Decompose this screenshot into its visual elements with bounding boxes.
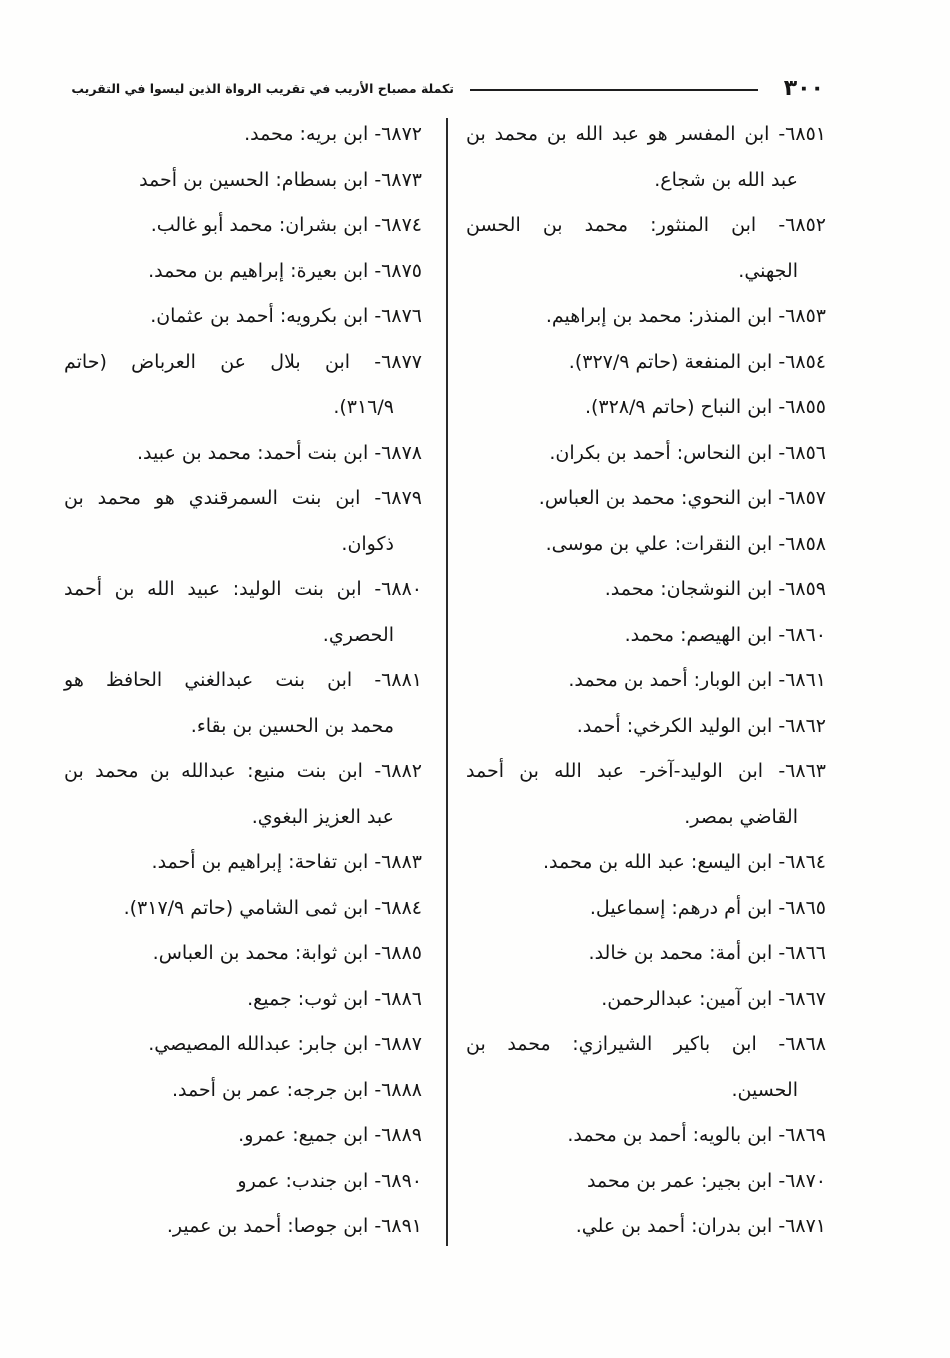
entry-number: ٦٨٧٤- [374,214,422,236]
entry-first-line [466,613,826,659]
entry-first-line [64,1159,422,1205]
entry-text: ابن المفسر هو عبد الله بن محمد بن [466,123,770,145]
entry-6860 [466,613,826,659]
entry-6852 [466,203,826,294]
entry-text: ابن بدران: أحمد بن علي. [575,1215,773,1237]
entry-first-line [466,658,826,704]
entry-first-line [466,977,826,1023]
entry-text: ابن بنت أحمد: محمد بن عبيد. [137,441,369,464]
entry-number: ٦٨٨٤- [374,896,422,919]
entry-first-line [64,840,422,886]
entry-first-line [466,931,826,977]
entry-6889 [64,1113,422,1159]
running-title: تكملة مصباح الأريب في تقريب الرواة الذين ليسوا في التقريب [71,81,454,96]
entry-first-line [64,340,422,386]
entry-6858 [466,522,826,568]
entry-6869 [466,1113,826,1159]
header-rule [470,89,758,91]
entry-text: ابن بشران: محمد أبو غالب. [150,214,369,236]
entry-first-line [466,385,826,431]
entry-text: ابن النوشجان: محمد. [604,578,773,600]
entry-6881 [64,658,422,749]
entry-6872 [64,112,422,158]
entry-first-line [466,203,826,249]
entry-number: ٦٨٥٦- [778,441,826,464]
entry-text: ابن الوليد الكرخي: أحمد. [576,714,773,737]
entry-6861 [466,658,826,704]
entry-text: ابن تفاحة: إبراهيم بن أحمد. [151,851,369,873]
entry-text: ابن ثمى الشامي (حاتم ٣١٧/٩). [123,896,369,919]
entry-number: ٦٨٨٥- [374,942,422,964]
entry-6857 [466,476,826,522]
entry-continuation: الحسين. [731,1078,798,1101]
entry-continuation: الحصري. [322,623,394,646]
entry-6853 [466,294,826,340]
entry-number: ٦٨٥٥- [778,396,826,418]
entry-text: ابن بنت الوليد: عبيد الله بن أحمد [64,578,362,600]
entry-number: ٦٨٥٤- [778,350,826,373]
entry-6870 [466,1159,826,1205]
entry-6867 [466,977,826,1023]
entry-continuation: ٣١٦/٩). [333,396,394,418]
entry-text: ابن بريه: محمد. [244,123,369,145]
right-column [466,112,826,1250]
entry-number: ٦٨٥٨- [778,532,826,555]
entry-6887 [64,1022,422,1068]
entry-first-line [64,886,422,932]
entry-6851 [466,112,826,203]
entry-first-line [466,476,826,522]
entry-first-line [466,840,826,886]
entry-number: ٦٨٥٧- [778,487,826,509]
entry-text: ابن النقرات: علي بن موسى. [545,532,773,555]
entry-first-line [466,431,826,477]
entry-number: ٦٨٦٩- [778,1124,826,1146]
entry-first-line [466,567,826,613]
entry-text: ابن الوبار: أحمد بن محمد. [568,669,773,691]
entry-number: ٦٨٧١- [778,1215,826,1237]
entry-6878 [64,431,422,477]
entry-number: ٦٨٧٦- [374,305,422,327]
entry-first-line [466,1159,826,1205]
entry-number: ٦٨٦٠- [778,623,826,646]
page-number: ٣٠٠ [783,76,824,101]
entry-first-line [64,1113,422,1159]
entry-text: ابن جرجه: عمر بن أحمد. [171,1078,369,1101]
entry-first-line [466,340,826,386]
column-divider [446,118,448,1246]
entry-number: ٦٨٥٣- [778,305,826,327]
entry-continuation: ذكوان. [341,532,394,555]
entry-text: ابن اليسع: عبد الله بن محمد. [542,851,773,873]
entry-first-line [64,294,422,340]
entry-text: ابن جوصا: أحمد بن عمير. [166,1215,369,1237]
entry-number: ٦٨٦٦- [778,942,826,964]
entry-6854 [466,340,826,386]
entry-first-line [64,977,422,1023]
entry-6884 [64,886,422,932]
entry-first-line [466,522,826,568]
entry-text: ابن بسطام: الحسين بن أحمد [139,168,369,191]
entry-6865 [466,886,826,932]
entry-text: ابن بنت منيع: عبدالله بن محمد بن [64,760,363,782]
entry-first-line [64,431,422,477]
entry-text: ابن النباح (حاتم ٣٢٨/٩). [584,396,773,418]
entry-number: ٦٨٨٦- [374,987,422,1010]
entry-number: ٦٨٦٢- [778,714,826,737]
entry-number: ٦٨٧٣- [374,168,422,191]
entry-6874 [64,203,422,249]
entry-continuation: عبد الله بن شجاع. [654,168,798,191]
entry-6891 [64,1204,422,1250]
entry-first-line [466,749,826,795]
entry-continuation: الجهني. [738,259,798,282]
entry-text: ابن الوليد-آخر- عبد الله بن أحمد [466,760,764,782]
entry-6883 [64,840,422,886]
entry-number: ٦٨٦٥- [778,896,826,919]
entry-6888 [64,1068,422,1114]
entry-6875 [64,249,422,295]
entry-text: ابن ثوابة: محمد بن العباس. [152,942,369,964]
entry-first-line [466,1113,826,1159]
entry-number: ٦٨٦٤- [778,851,826,873]
entry-6863 [466,749,826,840]
entry-first-line [64,112,422,158]
entry-text: ابن بعيرة: إبراهيم بن محمد. [148,259,369,282]
entry-6862 [466,704,826,750]
entry-text: ابن المنفعة (حاتم ٣٢٧/٩). [568,350,773,373]
entry-6880 [64,567,422,658]
entry-6871 [466,1204,826,1250]
entry-text: ابن الهيصم: محمد. [624,623,773,646]
entry-text: ابن بجير: عمر بن محمد [586,1169,773,1192]
left-column [64,112,422,1250]
entry-number: ٦٨٧٩- [374,487,422,509]
entry-number: ٦٨٨٣- [374,851,422,873]
entry-first-line [64,658,422,704]
entry-first-line [64,476,422,522]
entry-first-line [64,567,422,613]
entry-continuation: القاضي بمصر. [684,805,798,828]
entry-6882 [64,749,422,840]
entry-6890 [64,1159,422,1205]
entry-first-line [64,249,422,295]
entry-first-line [64,1022,422,1068]
entry-6873 [64,158,422,204]
entry-number: ٦٨٩١- [374,1215,422,1237]
entry-first-line [466,886,826,932]
entry-text: ابن جميع: عمرو. [238,1124,369,1146]
entry-text: ابن بكرويه: أحمد بن عثمان. [150,305,369,327]
entry-text: ابن ثوب: جميع. [247,987,369,1010]
entry-number: ٦٨٩٠- [374,1169,422,1192]
entry-text: ابن النحوي: محمد بن العباس. [538,487,773,509]
entry-number: ٦٨٥٩- [778,578,826,600]
entry-6864 [466,840,826,886]
entry-6859 [466,567,826,613]
entry-number: ٦٨٦٣- [778,760,826,782]
entry-text: ابن المنذر: محمد بن إبراهيم. [545,305,773,327]
entry-first-line [466,1022,826,1068]
entry-text: ابن بلال عن العرباض (حاتم [64,350,351,373]
entry-number: ٦٨٦٧- [778,987,826,1010]
entry-6879 [64,476,422,567]
entry-number: ٦٨٨٩- [374,1124,422,1146]
entry-first-line [64,1068,422,1114]
entry-number: ٦٨٧٧- [374,350,422,373]
entry-number: ٦٨٨٧- [374,1033,422,1055]
entry-first-line [466,704,826,750]
entry-number: ٦٨٧٠- [778,1169,826,1192]
entry-continuation: محمد بن الحسين بن بقاء. [190,714,394,737]
entry-number: ٦٨٦١- [778,669,826,691]
entry-first-line [64,1204,422,1250]
entry-6876 [64,294,422,340]
entry-text: ابن المنثور: محمد بن الحسن [466,214,757,236]
entry-text: ابن آمين: عبدالرحمن. [601,987,773,1010]
entry-6856 [466,431,826,477]
entry-text: ابن باكير الشيرازي: محمد بن [466,1033,757,1055]
entry-first-line [64,203,422,249]
entry-first-line [64,931,422,977]
entry-number: ٦٨٥١- [778,123,826,145]
entry-first-line [466,112,826,158]
entry-6868 [466,1022,826,1113]
entry-text: ابن بنت السمرقندي هو محمد بن [64,487,361,509]
entry-text: ابن بنت عبدالغني الحافظ هو [64,669,353,691]
entry-number: ٦٨٨٠- [374,578,422,600]
entry-text: ابن جندب: عمرو [237,1169,369,1192]
entry-first-line [466,294,826,340]
entry-6886 [64,977,422,1023]
entry-text: ابن جابر: عبدالله المصيصي. [148,1033,369,1055]
entry-number: ٦٨٨١- [374,669,422,691]
entry-number: ٦٨٧٢- [374,123,422,145]
entry-6885 [64,931,422,977]
entry-number: ٦٨٥٢- [778,214,826,236]
entry-text: ابن النحاس: أحمد بن بكران. [549,441,773,464]
entry-first-line [466,1204,826,1250]
entry-6877 [64,340,422,431]
entry-number: ٦٨٧٥- [374,259,422,282]
entry-continuation: عبد العزيز البغوي. [251,805,394,828]
entry-first-line [64,158,422,204]
entry-number: ٦٨٨٢- [374,760,422,782]
entry-text: ابن أمة: محمد بن خالد. [588,942,773,964]
entry-number: ٦٨٦٨- [778,1033,827,1055]
entry-text: ابن بالويه: أحمد بن محمد. [567,1124,773,1146]
entry-first-line [64,749,422,795]
entry-6866 [466,931,826,977]
entry-6855 [466,385,826,431]
entry-number: ٦٨٨٨- [374,1078,422,1101]
entry-number: ٦٨٧٨- [374,441,422,464]
entry-text: ابن أم درهم: إسماعيل. [589,896,773,919]
